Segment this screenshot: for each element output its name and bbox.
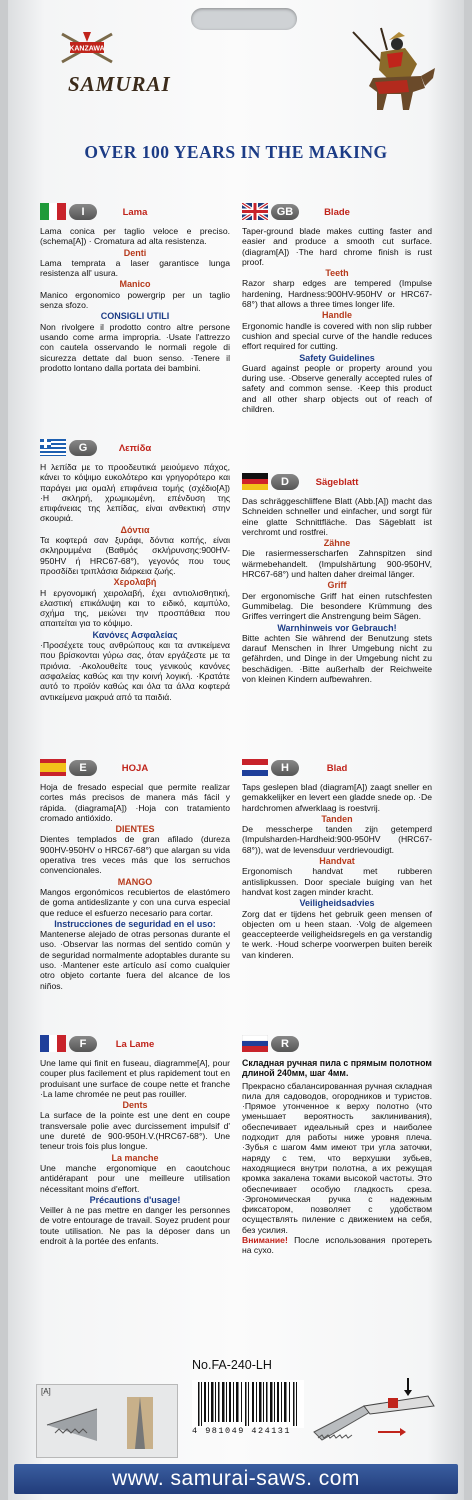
handle-heading: Handvat [319, 856, 355, 867]
safety-text: Non rivolgere il prodotto contro altre persone usando come arma impropria. ·Usate l'attrezzo con cautela osservando le normali regole di sicurezza dettate dal buon senso. ·Tenere il prodotto lontano dalla portata dei bambini. [40, 321, 230, 373]
handle-text: Manico ergonomico powergrip per un taglio senza sfozo. [40, 289, 230, 311]
barcode [192, 1380, 304, 1428]
section-greek [40, 436, 230, 702]
language-badge: GB [271, 204, 299, 220]
handle-text: Ergonomic handle is covered with non slip rubber cushion and special curve of the handle reduces effort required for cutting. [242, 320, 432, 352]
section-title: La Lame [115, 1039, 155, 1050]
safety-heading: Instrucciones de seguridad en el uso: [54, 918, 216, 929]
blade-text: Das schräggeschliffene Blatt (Abb.[A]) macht das Schneiden schneller und einfacher, und sorgt für eine glatte Schnittfläche. Das Sägeblatt ist verchromt und rostfrei. [242, 496, 432, 537]
teeth-heading: Zähne [323, 538, 351, 549]
blade-text: Η λεπίδα με το προοδευτικά μειούμενο πάχος, κάνει το κόψιμο ευκολότερο και γρηγορότερο και παράγει μια ομαλή επιφάνεια τομής (σχέδιο[A]) ·Η σκληρή, χρωμιωμένη, επένδυση της επιφάνειας της λεπίδας, είναι ανθεκτική στην σκουριά. [40, 462, 230, 524]
samurai-warrior-illustration-icon [343, 22, 443, 118]
website-url[interactable]: www. samurai-saws. com [112, 1467, 360, 1490]
blade-cross-section-icon [37, 1385, 177, 1457]
section-spanish [40, 756, 230, 991]
safety-text: Mantenerse alejado de otras personas durante el uso. ·Observar las normas del sentido común y de seguridad normalmente adoptables durante su uso. ·Mantener este artículo así como cualquier otro objeto cortante fuera del alcance de los niños. [40, 929, 230, 991]
language-badge: H [271, 760, 299, 776]
blade-text: Taper-ground blade makes cutting faster and easier and produce a smooth cut surface. (diagram[A]) ·The hard chrome finish is rust proof. [242, 226, 432, 267]
kanzawa-emblem-icon [58, 30, 116, 66]
teeth-text: Lama temprata a laser garantisce lunga resistenza all' usura. [40, 257, 230, 279]
safety-text: Guard against people or property around you during use. ·Observe generally accepted rules of safety and common sense. ·Keep this product and all other sharp objects out of reach of children. [242, 362, 432, 415]
website-banner[interactable] [14, 1464, 458, 1494]
blade-text: Hoja de fresado especial que permite realizar cortes más precisos de manera más fácil y rápida. (diagrama[A]) ·Hoja con tratamiento cromado antióxido. [40, 782, 230, 823]
hang-hole [191, 8, 297, 30]
russia-flag-icon [242, 1035, 268, 1052]
section-italian [40, 200, 230, 373]
teeth-heading: DIENTES [115, 824, 155, 835]
headline: OVER 100 YEARS IN THE MAKING [84, 142, 388, 162]
safety-heading: CONSIGLI UTILI [100, 311, 170, 322]
barcode-number: 4 981049 424131 [192, 1426, 292, 1436]
teeth-heading: Δόντια [120, 524, 150, 535]
section-german [242, 470, 432, 684]
section-title: Sägeblatt [315, 477, 359, 488]
section-title: Складная ручная пила с прямым полотном длиной 240мм, шаг 4мм. [242, 1058, 432, 1079]
warning-label: Внимание! [242, 1235, 288, 1246]
safety-heading: Warnhinweis vor Gebrauch! [277, 622, 397, 633]
blade-text: Taps geslepen blad (diagram[A]) zaagt sneller en gemakkelijker en levert een gladde snede op. ·De hardchromen afwerklaag is roestvrij. [242, 782, 432, 813]
section-dutch [242, 756, 432, 960]
handle-text: Mangos ergonómicos recubiertos de elastómero de goma antideslizante y con una curva especial que reduce el esfuerzo necesario para cortar. [40, 886, 230, 918]
language-badge: R [271, 1036, 299, 1052]
section-title: HOJA [121, 763, 149, 774]
svg-text:KANZAWA: KANZAWA [69, 45, 105, 53]
teeth-text: La surface de la pointe est une dent en coupe transversale polie avec durcissement impulsif d' une dureté de 900-950H.V.(HRC67-68°). Une teneur trois fois plus longue. [40, 1110, 230, 1152]
teeth-heading: Teeth [325, 268, 349, 279]
section-english [242, 200, 432, 414]
handle-text: Der ergonomische Griff hat einen rutschfesten Gummibelag. Die besondere Krümmung des Griffes verringert die Anstrengung beim Sägen. [242, 590, 432, 622]
language-badge: G [69, 440, 97, 456]
language-badge: F [69, 1036, 97, 1052]
blade-diagram [36, 1384, 178, 1458]
handle-text: Η εργονομική χειρολαβή, έχει αντιολισθητική, ελαστική επικάλυψη και το ειδικό, καμπύλο, σχήμα της, μειώνει την προσπάθεια που απαιτείται για το κόψιμο. [40, 587, 230, 629]
folding-saw-illustration-icon [308, 1372, 448, 1456]
section-title: Blade [324, 207, 350, 218]
section-title: Lama [122, 207, 148, 218]
handle-heading: Handle [321, 310, 352, 321]
teeth-text: Razor sharp edges are tempered (Impulse hardening, Hardness:900HV-950HV or HRC67-68°) that allows a three times longer life. [242, 278, 432, 310]
safety-text: ·Προσέχετε τους ανθρώπους και τα αντικείμενα που βρίσκονται γύρω σας, όταν εργάζεστε με τα πριόνια. ·Ακολουθείτε τους γενικούς κανόνες ασφαλείας καθώς και την κοινή λογική. ·Κρατάτε αυτό το προϊόν καθώς και όλα τα άλλα κοφτερά αντικείμενα μακρυά από τα παιδιά. [40, 640, 230, 702]
language-badge: D [271, 474, 299, 490]
safety-text: Veiller à ne pas mettre en danger les personnes de votre entourage de travail. Soyez prudent pour toute utilisation. Ne pas la déposer dans un endroit à la portée des enfants. [40, 1205, 230, 1247]
safety-heading: Κανόνες Ασφαλείας [92, 629, 178, 640]
teeth-heading: Tanden [321, 813, 353, 824]
warning-text: После использования протереть на сухо. [242, 1235, 432, 1256]
handle-heading: Manico [119, 279, 151, 290]
language-badge: I [69, 204, 97, 220]
teeth-text: Dientes templados de gran afilado (dureza 900HV-950HV o HRC67-68°) que alargan su vida operativa tres veces más que los serruchos convencionales. [40, 834, 230, 876]
handle-text: Une manche ergonomique en caoutchouc antidérapant pour une meilleure utilisation nécessitant moins d'effort. [40, 1162, 230, 1194]
safety-text: Zorg dat er tijdens het gebruik geen mensen of objecten om u heen staan. ·Volg de algemeen geaccepteerde veiligheidsregels en ga verstandig te werk. ·Houd scherpe voorwerpen buiten bereik van kinderen. [242, 908, 432, 960]
samurai-wordmark: SAMURAI [68, 72, 171, 96]
packaging-card [8, 0, 464, 1500]
teeth-text: De messcherpe tanden zijn getemperd (Impulsharden-Hardheid:900-950HV (HRC67-68°)), wat de levensduur verdrievoudigt. [242, 824, 432, 855]
section-title: Λεπίδα [118, 443, 152, 454]
safety-text: Bitte achten Sie während der Benutzung stets darauf Menschen in Ihrer Umgebung nicht zu gefährden, und Dinge in der Umgebung nicht zu beschädigen. ·Bitte außerhalb der Reichweite von kleinen Kindern aufbewahren. [242, 632, 432, 685]
section-russian [242, 1032, 432, 1256]
teeth-heading: Dents [122, 1100, 148, 1111]
model-number: No.FA-240-LH [192, 1358, 272, 1372]
teeth-heading: Denti [123, 247, 147, 258]
safety-heading: Veiligheidsadvies [299, 898, 375, 909]
safety-heading: Précautions d'usage! [89, 1194, 181, 1205]
handle-heading: MANGO [117, 876, 153, 887]
description-text: Прекрасно сбалансированная ручная складная пила для садоводов, огородников и туристов. ·Прямое утонченное к верху полотно (что уменьшает вероятность заклинивания), обеспечивает идеальный срез и наиболее подходит для работы ниже уровня плеча. ·Зубья с шагом 4мм имеют три угла заточки, наряду с тем, что верхушки зубьев, находящиеся внутри полотна, а их режущая кромка закалена токами высокой частоты. Это обеспечивает особую гладкость среза. ·Эргономическая ручка с надежным фиксатором, позволяет с удобством осуществлять пиление с движением на себя, без усилия. [242, 1080, 432, 1235]
teeth-text: Die rasiermesserscharfen Zahnspitzen sind wärmebehandelt. (Impulshärtung 900-950HV, HRC67-68°) und halten daher dreimal länger. [242, 548, 432, 580]
blade-text: Une lame qui finit en fuseau, diagramme[A], pour couper plus facilement et plus rapidement tout en produisant une surface de coupe nette et franche ·La lame chromée ne peut pas rouiller. [40, 1058, 230, 1099]
language-badge: E [69, 760, 97, 776]
teeth-text: Τα κοφτερά σαν ξυράφι, δόντια κοπής, είναι σκληρυμμένα (Βαθμός σκλήρυνσης:900HV-950HV ή HRC67-68°), γεγονός που τους προσδίδει τριπλάσια διάρκεια ζωής. [40, 535, 230, 576]
diagram-label: [A] [41, 1387, 51, 1396]
safety-heading: Safety Guidelines [299, 352, 375, 363]
handle-heading: La manche [111, 1152, 159, 1163]
blade-text: Lama conica per taglio veloce e preciso. (schema[A]) · Cromatura ad alta resistenza. [40, 226, 230, 247]
section-title: Blad [326, 763, 348, 774]
handle-heading: Griff [327, 580, 347, 591]
section-french [40, 1032, 230, 1246]
handle-text: Ergonomisch handvat met rubberen antislipkussen. Door speciale buiging van het handvat kost zagen minder kracht. [242, 866, 432, 897]
handle-heading: Χερολαβή [113, 577, 157, 588]
